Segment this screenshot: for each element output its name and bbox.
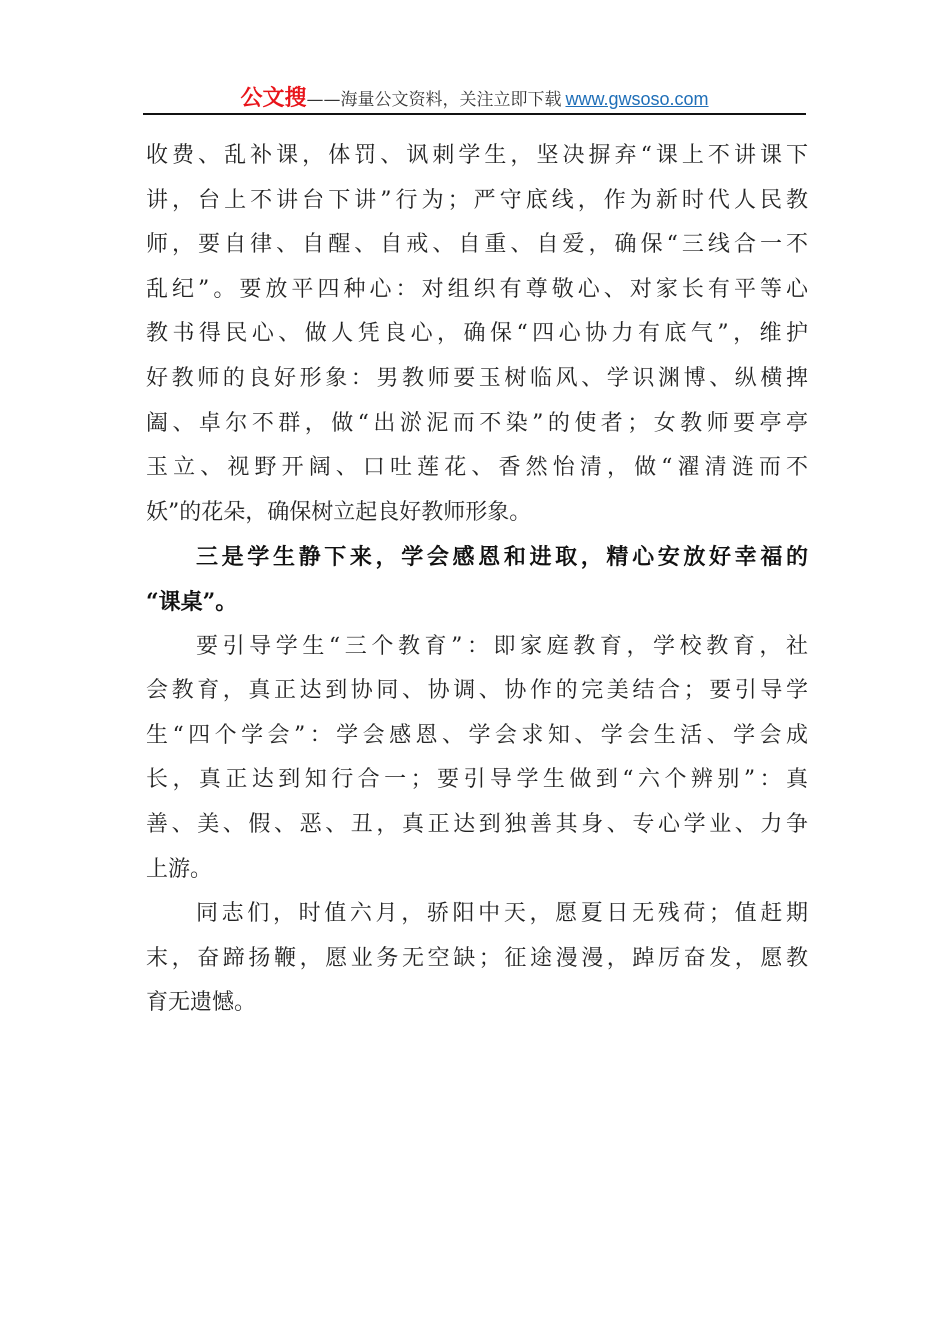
text-line: 要引导学生“三个教育”：即家庭教育，学校教育，社 bbox=[196, 633, 808, 659]
brand-logo-text: 公文搜 bbox=[240, 85, 307, 110]
header-tagline: ——海量公文资料，关注立即下载 bbox=[306, 90, 562, 110]
header-divider bbox=[143, 113, 806, 115]
paragraph-teacher-image bbox=[146, 134, 808, 535]
heading-line: “课桌”。 bbox=[146, 588, 238, 615]
document-header bbox=[143, 84, 806, 114]
heading-line: 三是学生静下来，学会感恩和进取，精心安放好幸福的 bbox=[196, 544, 808, 571]
text-line: 教书得民心、做人凭良心，确保“四心协力有底气”，维护 bbox=[146, 321, 808, 347]
text-line: 上游。 bbox=[146, 856, 213, 882]
text-line: 长，真正达到知行合一；要引导学生做到“六个辨别”：真 bbox=[146, 767, 808, 793]
text-line: 收费、乱补课，体罚、讽刺学生，坚决摒弃“课上不讲课下 bbox=[146, 143, 808, 168]
site-link[interactable]: www.gwsoso.com bbox=[565, 89, 709, 109]
text-line: 育无遗憾。 bbox=[146, 990, 257, 1016]
text-line: 师，要自律、自醒、自戒、自重、自爱，确保“三线合一不 bbox=[146, 232, 808, 258]
text-line: 善、美、假、恶、丑，真正达到独善其身、专心学业、力争 bbox=[146, 811, 808, 837]
text-line: 好教师的良好形象：男教师要玉树临风、学识渊博、纵横捭 bbox=[146, 365, 808, 391]
document-body bbox=[146, 134, 808, 1026]
text-line: 玉立、视野开阔、口吐莲花、香然怡清，做“濯清涟而不 bbox=[146, 455, 808, 481]
section-heading-students bbox=[146, 535, 808, 624]
paragraph-closing bbox=[146, 892, 808, 1026]
text-line: 妖”的花朵，确保树立起良好教师形象。 bbox=[146, 499, 532, 525]
text-line: 会教育，真正达到协同、协调、协作的完美结合；要引导学 bbox=[146, 678, 808, 704]
text-line: 乱纪”。要放平四种心：对组织有尊敬心、对家长有平等心 bbox=[146, 276, 808, 302]
text-line: 同志们，时值六月，骄阳中天，愿夏日无残荷；值赶期 bbox=[196, 901, 808, 927]
text-line: 末，奋蹄扬鞭，愿业务无空缺；征途漫漫，踔厉奋发，愿教 bbox=[146, 945, 808, 971]
text-line: 生“四个学会”：学会感恩、学会求知、学会生活、学会成 bbox=[146, 722, 808, 748]
text-line: 讲，台上不讲台下讲”行为；严守底线，作为新时代人民教 bbox=[146, 187, 808, 213]
paragraph-student-guidance bbox=[146, 625, 808, 893]
text-line: 阖、卓尔不群，做“出淤泥而不染”的使者；女教师要亭亭 bbox=[146, 410, 808, 436]
